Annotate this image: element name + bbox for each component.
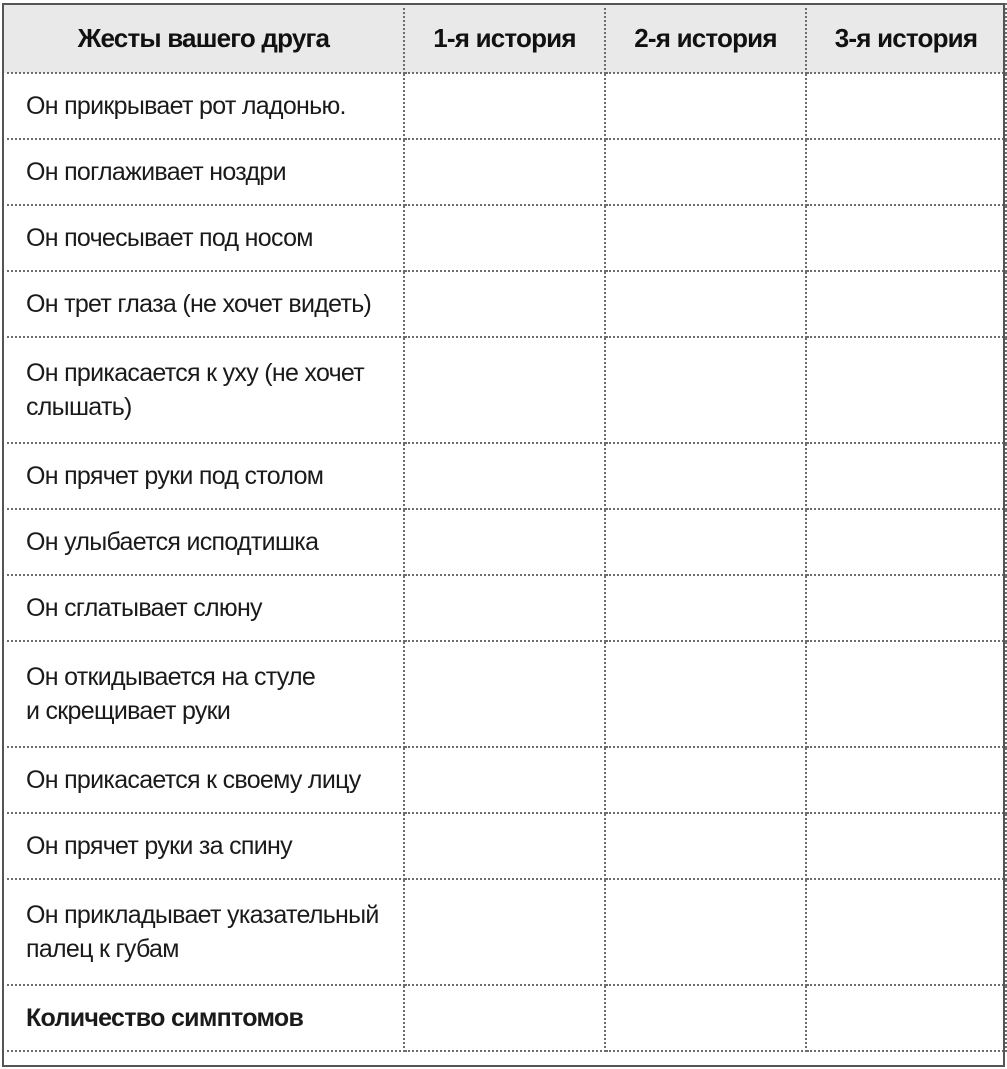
story-3-cell[interactable] <box>806 575 1006 641</box>
label-line: Он прячет руки под столом <box>26 462 324 490</box>
story-2-cell[interactable] <box>605 139 806 205</box>
story-1-cell[interactable] <box>404 747 605 813</box>
story-2-cell[interactable] <box>605 747 806 813</box>
gesture-label <box>3 139 404 205</box>
label-line: Он поглаживает ноздри <box>26 158 286 186</box>
table-row <box>3 509 1006 575</box>
story-3-cell[interactable] <box>806 747 1006 813</box>
label-line: Он прикасается к своему лицу <box>26 766 361 794</box>
story-1-cell[interactable] <box>404 337 605 443</box>
story-1-cell[interactable] <box>404 641 605 747</box>
label-line: Он прячет руки за спину <box>26 832 292 860</box>
header-story-2: 2-я история <box>605 4 806 73</box>
story-2-cell[interactable] <box>605 337 806 443</box>
story-1-cell[interactable] <box>404 443 605 509</box>
gesture-label <box>3 879 404 985</box>
story-3-cell[interactable] <box>806 73 1006 139</box>
story-3-cell[interactable] <box>806 509 1006 575</box>
story-2-cell[interactable] <box>605 205 806 271</box>
story-3-cell[interactable] <box>806 641 1006 747</box>
table-row <box>3 813 1006 879</box>
story-3-cell[interactable] <box>806 443 1006 509</box>
story-1-cell[interactable] <box>404 879 605 985</box>
label-line: Он сглатывает слюну <box>26 594 262 622</box>
table-row <box>3 205 1006 271</box>
story-1-cell[interactable] <box>404 271 605 337</box>
label-line: Он откидывается на стуле <box>26 663 316 691</box>
story-1-cell[interactable] <box>404 205 605 271</box>
label-line: и скрещивает руки <box>26 697 231 725</box>
table-row <box>3 575 1006 641</box>
table-row <box>3 443 1006 509</box>
story-2-cell[interactable] <box>605 575 806 641</box>
gesture-label <box>3 813 404 879</box>
table-row <box>3 271 1006 337</box>
story-2-cell[interactable] <box>605 73 806 139</box>
gesture-label <box>3 271 404 337</box>
header-story-3: 3-я история <box>806 4 1006 73</box>
table-row <box>3 879 1006 985</box>
label-line: Он трет глаза (не хочет видеть) <box>26 290 372 318</box>
total-story-2-cell[interactable] <box>605 985 806 1051</box>
story-3-cell[interactable] <box>806 271 1006 337</box>
story-2-cell[interactable] <box>605 879 806 985</box>
gesture-label <box>3 205 404 271</box>
story-3-cell[interactable] <box>806 813 1006 879</box>
total-label: Количество симптомов <box>3 985 404 1051</box>
total-story-3-cell[interactable] <box>806 985 1006 1051</box>
story-2-cell[interactable] <box>605 641 806 747</box>
header-row <box>3 4 1006 73</box>
label-line: слышать) <box>26 393 132 421</box>
table-row <box>3 139 1006 205</box>
story-1-cell[interactable] <box>404 813 605 879</box>
total-story-1-cell[interactable] <box>404 985 605 1051</box>
label-line: Он прикладывает указательный <box>26 901 379 929</box>
gesture-table <box>2 3 1005 1052</box>
table-row <box>3 747 1006 813</box>
gesture-label <box>3 443 404 509</box>
header-story-1: 1-я история <box>404 4 605 73</box>
table-row <box>3 641 1006 747</box>
story-2-cell[interactable] <box>605 509 806 575</box>
label-line: Он прикрывает рот ладонью. <box>26 92 346 120</box>
header-gestures: Жесты вашего друга <box>3 4 404 73</box>
story-2-cell[interactable] <box>605 813 806 879</box>
label-line: Он прикасается к уху (не хочет <box>26 359 365 387</box>
gesture-label <box>3 641 404 747</box>
label-line: палец к губам <box>26 935 179 963</box>
gesture-label <box>3 337 404 443</box>
story-3-cell[interactable] <box>806 879 1006 985</box>
story-1-cell[interactable] <box>404 139 605 205</box>
total-row <box>3 985 1006 1051</box>
gesture-label <box>3 73 404 139</box>
story-3-cell[interactable] <box>806 337 1006 443</box>
table-row <box>3 337 1006 443</box>
gesture-label <box>3 575 404 641</box>
story-3-cell[interactable] <box>806 139 1006 205</box>
story-2-cell[interactable] <box>605 271 806 337</box>
label-line: Он почесывает под носом <box>26 224 313 252</box>
story-2-cell[interactable] <box>605 443 806 509</box>
story-1-cell[interactable] <box>404 575 605 641</box>
table-row <box>3 73 1006 139</box>
story-1-cell[interactable] <box>404 73 605 139</box>
label-line: Он улыбается исподтишка <box>26 528 319 556</box>
story-1-cell[interactable] <box>404 509 605 575</box>
gesture-label <box>3 747 404 813</box>
story-3-cell[interactable] <box>806 205 1006 271</box>
gesture-label <box>3 509 404 575</box>
